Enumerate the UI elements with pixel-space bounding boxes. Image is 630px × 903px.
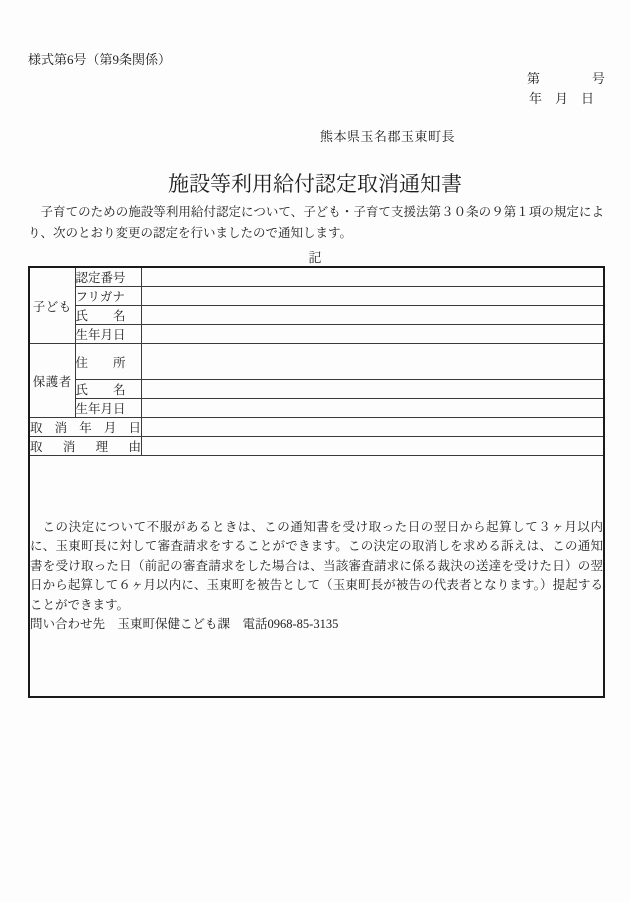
record-marker: 記 xyxy=(308,250,322,265)
body-paragraph: 子育てのための施設等利用給付認定について、子ども・子育て支援法第３０条の９第１項の規定により、次のとおり変更の認定を行いましたので通知します。 xyxy=(28,205,604,240)
sender-title: 熊本県玉名郡玉東町長 xyxy=(320,129,456,144)
table-row xyxy=(29,267,604,287)
table-row xyxy=(29,456,604,698)
document-number-line: 第 号 xyxy=(526,71,605,86)
table-row xyxy=(29,344,604,380)
child-birthdate-value xyxy=(141,325,604,344)
cancellation-reason-label: 取 消 理 由 xyxy=(29,437,141,456)
table-row xyxy=(29,399,604,418)
guardian-group-label: 保護者 xyxy=(29,344,75,418)
cancellation-reason-value xyxy=(141,437,604,456)
certification-table xyxy=(28,266,605,698)
guardian-name-value xyxy=(141,380,604,399)
guardian-address-value xyxy=(141,344,604,380)
child-certification-number-value xyxy=(141,267,604,287)
appeal-notice-cell xyxy=(29,456,604,698)
child-name-value xyxy=(141,306,604,325)
document-title: 施設等利用給付認定取消通知書 xyxy=(168,172,462,196)
child-furigana-label: フリガナ xyxy=(75,287,141,306)
table-row xyxy=(29,325,604,344)
cancellation-date-label: 取 消 年 月 日 xyxy=(29,418,141,437)
guardian-birthdate-value xyxy=(141,399,604,418)
table-row xyxy=(29,287,604,306)
child-furigana-value xyxy=(141,287,604,306)
date-line: 年 月 日 xyxy=(528,91,594,106)
appeal-notice-paragraph: この決定について不服があるときは、この通知書を受け取った日の翌日から起算して３ヶ月以内に、玉東町長に対して審査請求をすることができます。この決定の取消しを求める訴えは、この通知書を受け取った日（前記の審査請求をした場合は、当該審査請求に係る裁決の送達を受けた日）の翌日から起算して６ヶ月以内に、玉東町を被告として（玉東町長が被告の代表者となります。）提起することができます。 xyxy=(30,519,603,612)
child-group-label: 子ども xyxy=(29,267,75,344)
guardian-address-label: 住 所 xyxy=(75,344,141,380)
table-row xyxy=(29,437,604,456)
cancellation-date-value xyxy=(141,418,604,437)
form-number: 様式第6号（第9条関係） xyxy=(28,52,172,67)
guardian-birthdate-label: 生年月日 xyxy=(75,399,141,418)
table-row xyxy=(29,380,604,399)
contact-line: 問い合わせ先 玉東町保健こども課 電話0968-85-3135 xyxy=(30,617,339,631)
child-birthdate-label: 生年月日 xyxy=(75,325,141,344)
table-row xyxy=(29,418,604,437)
guardian-name-label: 氏 名 xyxy=(75,380,141,399)
child-certification-number-label: 認定番号 xyxy=(75,267,141,287)
table-row xyxy=(29,306,604,325)
child-name-label: 氏 名 xyxy=(75,306,141,325)
